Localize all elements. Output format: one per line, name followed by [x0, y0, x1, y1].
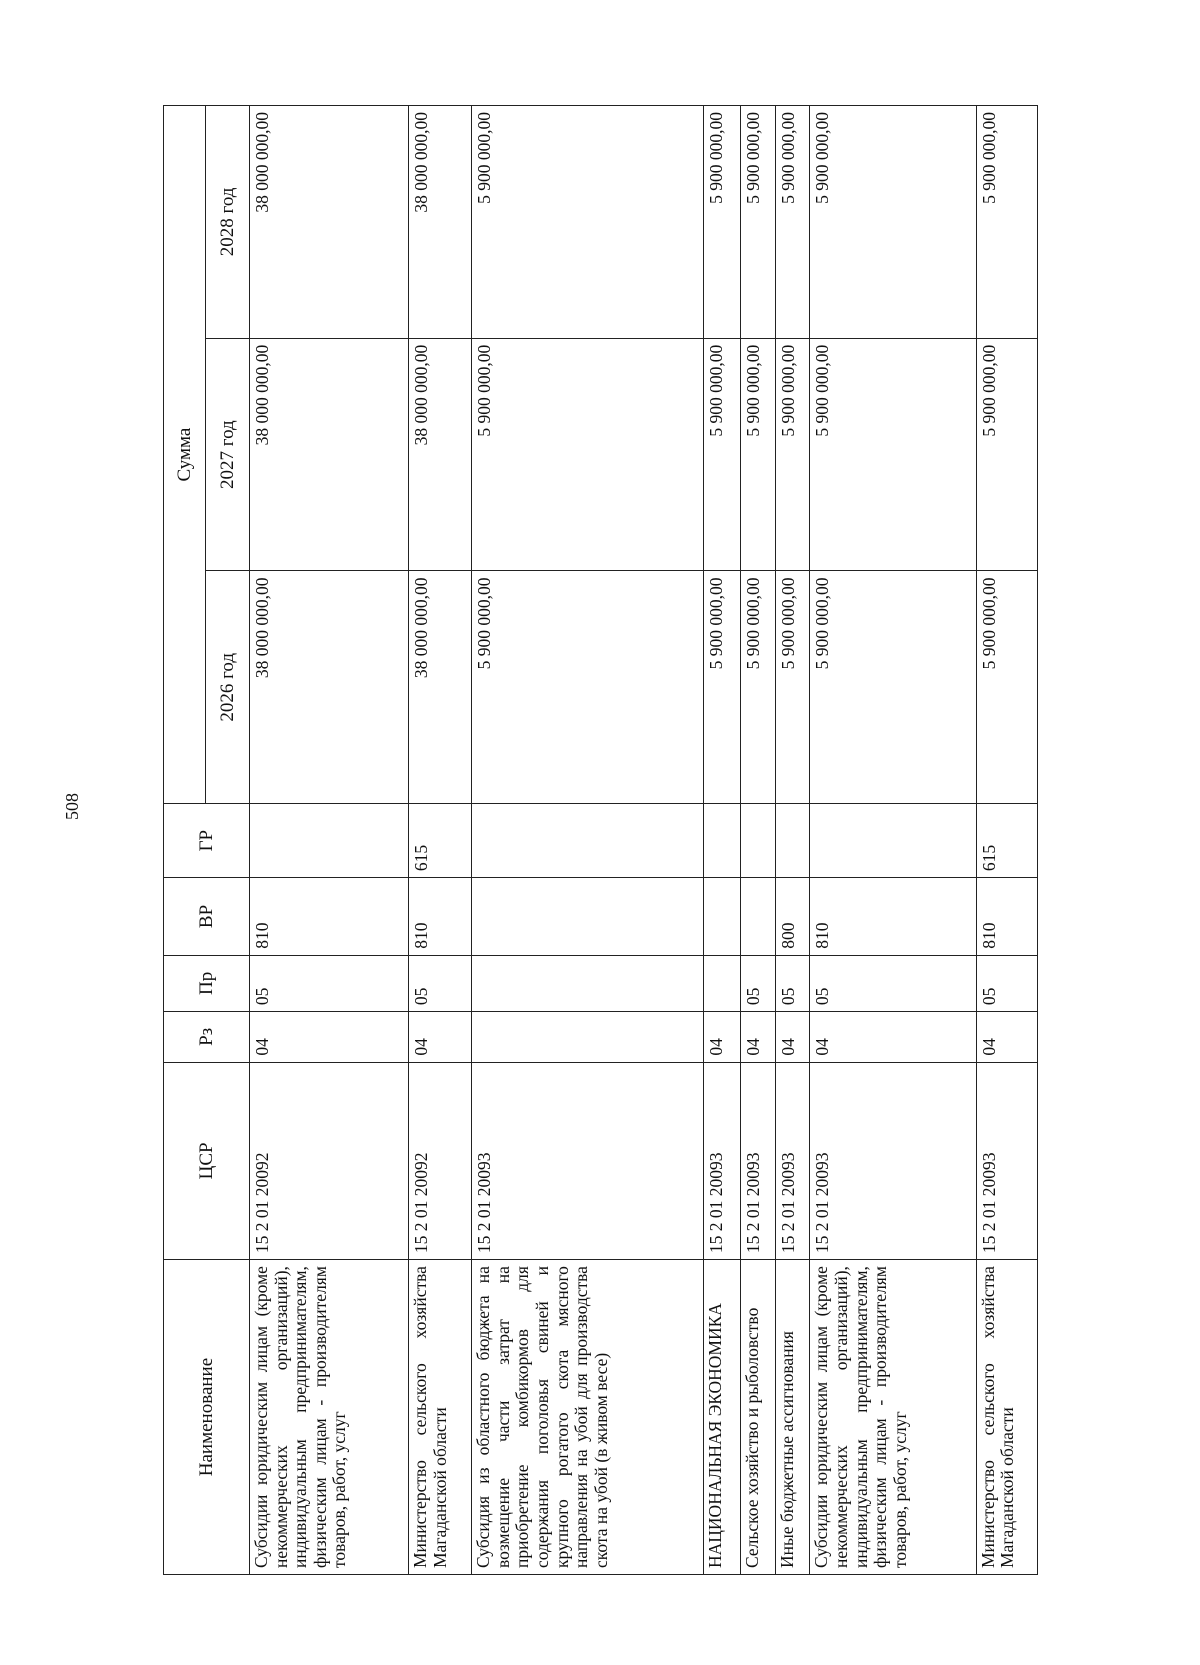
row-gr: [775, 804, 810, 878]
table-row: [810, 106, 976, 1575]
row-pr: 05: [810, 955, 976, 1011]
row-name: Иные бюджетные ассигнования: [775, 1260, 810, 1575]
row-name: Министерство сельского хозяйства Магаданской области: [409, 1260, 472, 1575]
row-gr: [810, 804, 976, 878]
row-vr: [740, 878, 775, 956]
row-csr: 15 2 01 20093: [740, 1062, 775, 1259]
table-row: [740, 106, 775, 1575]
budget-table: [163, 105, 1038, 1575]
row-2026: 5 900 000,00: [976, 571, 1037, 804]
row-rz: 04: [704, 1012, 741, 1063]
row-gr: [250, 804, 409, 878]
row-rz: 04: [810, 1012, 976, 1063]
row-2027: 5 900 000,00: [740, 338, 775, 571]
row-2026: 5 900 000,00: [775, 571, 810, 804]
row-csr: 15 2 01 20093: [472, 1062, 704, 1259]
row-2027: 5 900 000,00: [976, 338, 1037, 571]
row-rz: 04: [409, 1012, 472, 1063]
row-rz: [472, 1012, 704, 1063]
row-2028: 5 900 000,00: [704, 106, 741, 339]
row-2026: 38 000 000,00: [409, 571, 472, 804]
row-rz: 04: [250, 1012, 409, 1063]
row-csr: 15 2 01 20092: [409, 1062, 472, 1259]
row-gr: 615: [409, 804, 472, 878]
table-row: [976, 106, 1037, 1575]
row-pr: 05: [409, 955, 472, 1011]
row-vr: 810: [250, 878, 409, 956]
header-csr: ЦСР: [164, 1062, 250, 1259]
row-name: Министерство сельского хозяйства Магаданской области: [976, 1260, 1037, 1575]
row-name: Субсидии юридическим лицам (кроме некоммерческих организаций), индивидуальным предпринимателям, физическим лицам - производителям товаров, работ, услуг: [810, 1260, 976, 1575]
row-2028: 5 900 000,00: [810, 106, 976, 339]
row-gr: 615: [976, 804, 1037, 878]
table-row: [250, 106, 409, 1575]
row-csr: 15 2 01 20093: [775, 1062, 810, 1259]
row-2028: 5 900 000,00: [472, 106, 704, 339]
row-vr: [704, 878, 741, 956]
row-2026: 5 900 000,00: [472, 571, 704, 804]
row-name: Субсидия из областного бюджета на возмещение части затрат на приобретение комбикормов для содержания поголовья свиней и крупного рогатого скота мясного направления на убой для производства скота на убой (в живом весе): [472, 1260, 704, 1575]
row-csr: 15 2 01 20093: [810, 1062, 976, 1259]
row-name: НАЦИОНАЛЬНАЯ ЭКОНОМИКА: [704, 1260, 741, 1575]
table-row: [704, 106, 741, 1575]
row-name: Субсидии юридическим лицам (кроме некоммерческих организаций), индивидуальным предпринимателям, физическим лицам - производителям товаров, работ, услуг: [250, 1260, 409, 1575]
row-gr: [704, 804, 741, 878]
row-gr: [472, 804, 704, 878]
row-pr: [472, 955, 704, 1011]
row-vr: 800: [775, 878, 810, 956]
row-2027: 5 900 000,00: [704, 338, 741, 571]
header-gr: ГР: [164, 804, 250, 878]
row-2026: 38 000 000,00: [250, 571, 409, 804]
header-name: Наименование: [164, 1260, 250, 1575]
rotated-table-container: [163, 105, 1038, 1575]
row-2028: 38 000 000,00: [250, 106, 409, 339]
header-year-2026: 2026 год: [206, 571, 250, 804]
row-2026: 5 900 000,00: [810, 571, 976, 804]
header-pr: Пр: [164, 955, 250, 1011]
header-sum: Сумма: [164, 106, 206, 804]
row-pr: 05: [740, 955, 775, 1011]
row-pr: [704, 955, 741, 1011]
row-rz: 04: [740, 1012, 775, 1063]
row-2028: 5 900 000,00: [976, 106, 1037, 339]
row-2028: 5 900 000,00: [775, 106, 810, 339]
header-year-2027: 2027 год: [206, 338, 250, 571]
row-vr: [472, 878, 704, 956]
row-rz: 04: [775, 1012, 810, 1063]
row-2028: 5 900 000,00: [740, 106, 775, 339]
row-name: Сельское хозяйство и рыболовство: [740, 1260, 775, 1575]
header-vr: ВР: [164, 878, 250, 956]
row-vr: 810: [810, 878, 976, 956]
row-csr: 15 2 01 20093: [976, 1062, 1037, 1259]
row-gr: [740, 804, 775, 878]
row-2027: 38 000 000,00: [409, 338, 472, 571]
row-pr: 05: [775, 955, 810, 1011]
row-2027: 38 000 000,00: [250, 338, 409, 571]
row-2027: 5 900 000,00: [775, 338, 810, 571]
row-pr: 05: [250, 955, 409, 1011]
table-row: [472, 106, 704, 1575]
header-row-top: [164, 106, 206, 1575]
table-row: [409, 106, 472, 1575]
row-csr: 15 2 01 20093: [704, 1062, 741, 1259]
row-csr: 15 2 01 20092: [250, 1062, 409, 1259]
row-vr: 810: [409, 878, 472, 956]
row-2027: 5 900 000,00: [472, 338, 704, 571]
row-rz: 04: [976, 1012, 1037, 1063]
page-number: 508: [62, 793, 82, 820]
row-2026: 5 900 000,00: [740, 571, 775, 804]
row-vr: 810: [976, 878, 1037, 956]
row-pr: 05: [976, 955, 1037, 1011]
table-row: [775, 106, 810, 1575]
row-2026: 5 900 000,00: [704, 571, 741, 804]
row-2027: 5 900 000,00: [810, 338, 976, 571]
header-year-2028: 2028 год: [206, 106, 250, 339]
row-2028: 38 000 000,00: [409, 106, 472, 339]
header-rz: Рз: [164, 1012, 250, 1063]
